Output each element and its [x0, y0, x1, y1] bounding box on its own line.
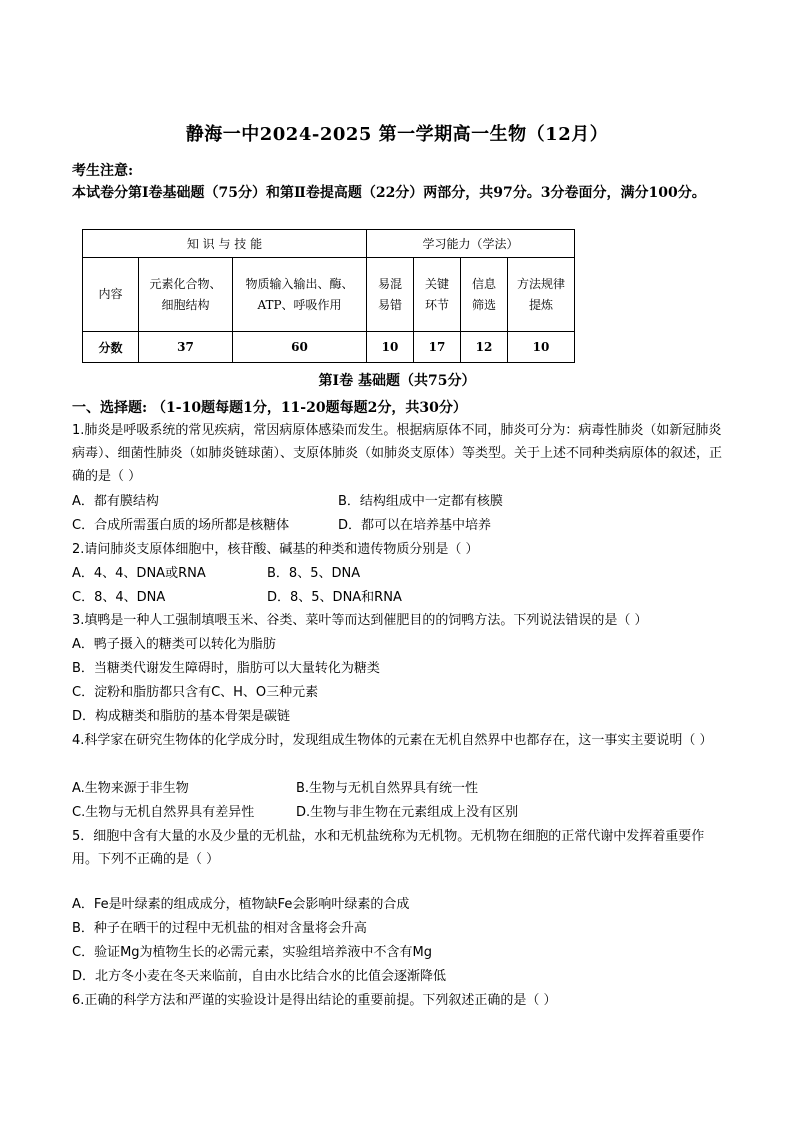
question-3-option-d: D．构成糖类和脂肪的基本骨架是碳链: [72, 709, 291, 724]
section1-title: 一、选择题: （1-10题每题1分，11-20题每题2分，共30分）: [72, 400, 467, 416]
question-5-stem: 5．细胞中含有大量的水及少量的无机盐，水和无机盐统称为无机物。无机物在细胞的正常代谢中发挥着重要作用。下列不正确的是（ ）: [72, 829, 705, 867]
score-cell: 10: [508, 332, 575, 363]
score-table: [82, 229, 575, 363]
question-6-stem: 6.正确的科学方法和严谨的实验设计是得出结论的重要前提。下列叙述正确的是（ ）: [72, 993, 557, 1008]
table-row: [83, 332, 575, 363]
content-row-label: 内容: [83, 258, 139, 332]
question-1-option-b: B．结构组成中一定都有核膜: [338, 494, 503, 509]
question-3-stem: 3.填鸭是一种人工强制填喂玉米、谷类、菜叶等而达到催肥目的的饲鸭方法。下列说法错误的是（ ）: [72, 613, 648, 628]
question-2-option-d: D．8、5、DNA和RNA: [267, 590, 402, 605]
question-1-option-c: C．合成所需蛋白质的场所都是核糖体: [72, 518, 290, 533]
knowledge-group-header: 知 识 与 技 能: [83, 230, 367, 258]
score-cell: 12: [461, 332, 508, 363]
question-4-option-d: D.生物与非生物在元素组成上没有区别: [296, 805, 519, 820]
score-cell: 17: [414, 332, 461, 363]
column-header: 元素化合物、细胞结构: [139, 258, 233, 332]
question-2-option-c: C．8、4、DNA: [72, 590, 166, 605]
question-4-stem: 4.科学家在研究生物体的化学成分时，发现组成生物体的元素在无机自然界中也都存在，这一事实主要说明（ ）: [72, 733, 713, 748]
column-header: 信息筛选: [461, 258, 508, 332]
part1-title: 第Ⅰ卷 基础题（共75分）: [318, 373, 476, 389]
question-5-option-a: A．Fe是叶绿素的组成成分，植物缺Fe会影响叶绿素的合成: [72, 897, 410, 912]
column-header: 关键环节: [414, 258, 461, 332]
question-5-option-b: B．种子在晒干的过程中无机盐的相对含量将会升高: [72, 921, 367, 936]
question-2-stem: 2.请问肺炎支原体细胞中，核苷酸、碱基的种类和遗传物质分别是（ ）: [72, 542, 479, 557]
question-1-option-a: A．都有膜结构: [72, 494, 159, 509]
question-1-stem: 1.肺炎是呼吸系统的常见疾病，常因病原体感染而发生。根据病原体不同，肺炎可分为：病毒性肺炎（如新冠肺炎病毒）、细菌性肺炎（如肺炎链球菌）、支原体肺炎（如肺炎支原体）等类型。关于上述不同种类病原体的叙述，正确的是（ ）: [72, 423, 723, 484]
column-header: 方法规律提炼: [508, 258, 575, 332]
score-cell: 10: [367, 332, 414, 363]
question-3-option-a: A．鸭子摄入的糖类可以转化为脂肪: [72, 637, 276, 652]
score-cell: 60: [233, 332, 367, 363]
column-header: 物质输入输出、酶、ATP、呼吸作用: [233, 258, 367, 332]
column-header: 易混易错: [367, 258, 414, 332]
question-5-option-d: D．北方冬小麦在冬天来临前，自由水比结合水的比值会逐渐降低: [72, 969, 447, 984]
score-row-label: 分数: [83, 332, 139, 363]
notice-body: 本试卷分第Ⅰ卷基础题（75分）和第Ⅱ卷提高题（22分）两部分，共97分。3分卷面分，满分100分。: [72, 185, 706, 201]
question-1-option-d: D．都可以在培养基中培养: [338, 518, 492, 533]
question-3-option-c: C．淀粉和脂肪都只含有C、H、O三种元素: [72, 685, 319, 700]
question-5-option-c: C．验证Mg为植物生长的必需元素，实验组培养液中不含有Mg: [72, 945, 433, 960]
page-title: 静海一中2024-2025 第一学期高一生物（12月）: [185, 124, 609, 145]
table-row: [83, 230, 575, 258]
question-4-option-c: C.生物与无机自然界具有差异性: [72, 805, 255, 820]
question-3-option-b: B．当糖类代谢发生障碍时，脂肪可以大量转化为糖类: [72, 661, 380, 676]
question-2-option-b: B．8、5、DNA: [267, 566, 361, 581]
score-cell: 37: [139, 332, 233, 363]
question-4-option-b: B.生物与无机自然界具有统一性: [296, 781, 479, 796]
notice-heading: 考生注意:: [72, 163, 134, 179]
question-4-option-a: A.生物来源于非生物: [72, 781, 189, 796]
question-2-option-a: A．4、4、DNA或RNA: [72, 566, 206, 581]
ability-group-header: 学习能力（学法）: [367, 230, 575, 258]
table-row: [83, 258, 575, 332]
